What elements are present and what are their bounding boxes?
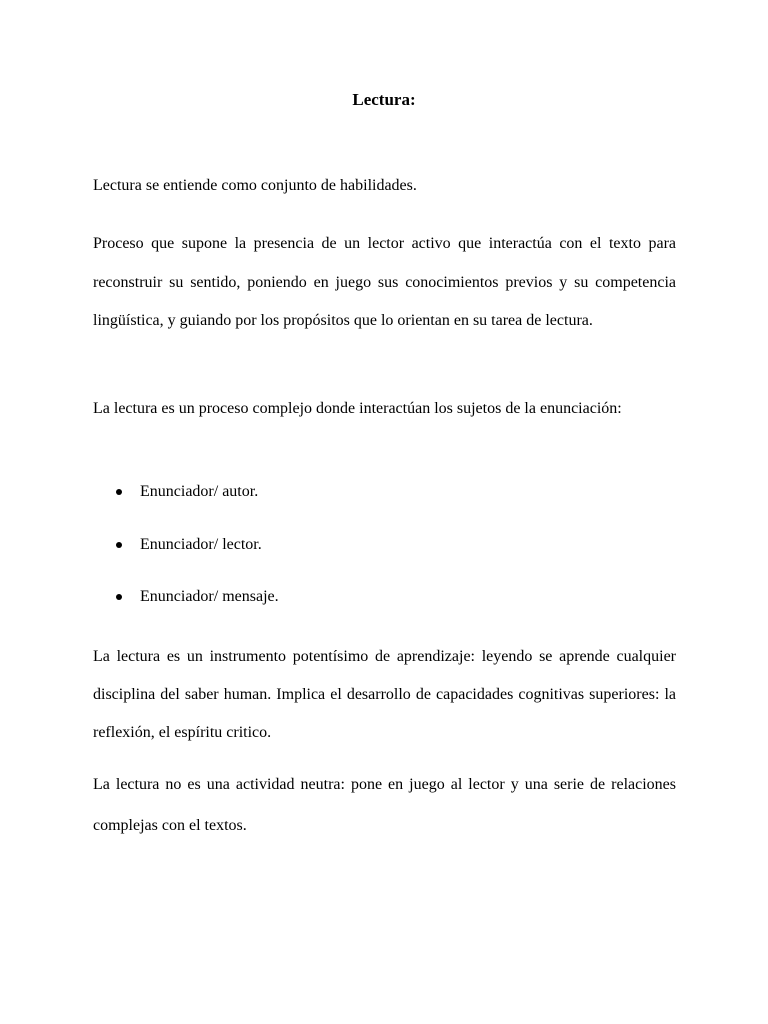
- bullet-icon: [116, 542, 122, 548]
- bullet-icon: [116, 594, 122, 600]
- paragraph-definition: Lectura se entiende como conjunto de habilidades.: [93, 177, 417, 194]
- list-item: [93, 586, 676, 639]
- paragraph-instrument: La lectura es un instrumento potentísimo de aprendizaje: leyendo se aprende cualquier disciplina del saber human. Implica el desarrollo de capacidades cognitivas superiores: la reflexión, el espíritu critico.: [93, 648, 676, 741]
- paragraph-neutral: La lectura no es una actividad neutra: pone en juego al lector y una serie de relaciones complejas con el textos.: [93, 776, 676, 834]
- list-item-text: Enunciador/ lector.: [140, 535, 262, 553]
- bullet-icon: [116, 489, 122, 495]
- bullet-list: [93, 481, 676, 639]
- list-item: [93, 534, 676, 587]
- paragraph-process: Proceso que supone la presencia de un lector activo que interactúa con el texto para reconstruir su sentido, poniendo en juego sus conocimientos previos y su competencia lingüística, y guiando por los propósitos que lo orientan en su tarea de lectura.: [93, 235, 676, 329]
- list-item: [93, 481, 676, 534]
- list-item-text: Enunciador/ mensaje.: [140, 588, 279, 605]
- paragraph-subjects: La lectura es un proceso complejo donde interactúan los sujetos de la enunciación:: [93, 400, 622, 417]
- page-title: Lectura:: [352, 90, 416, 109]
- list-item-text: Enunciador/ autor.: [140, 483, 259, 500]
